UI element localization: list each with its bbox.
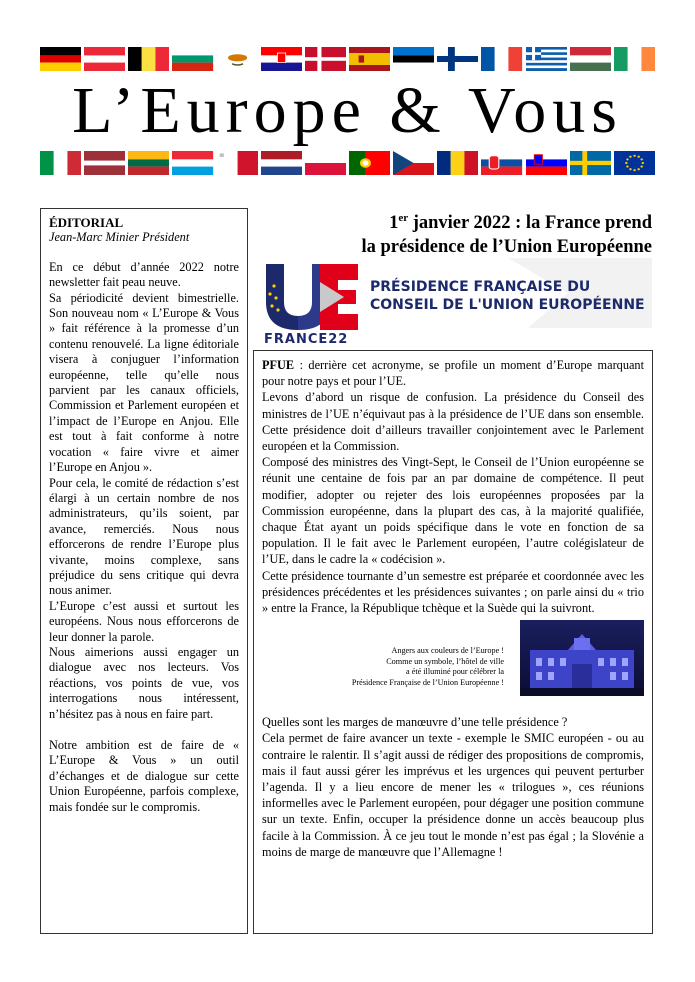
spain-flag [349,47,390,71]
article-lead-rest: : derrière cet acronyme, se profile un moment d’Europe marquant pour notre pays et pour l’UE. [262,358,644,389]
article-paragraph: Cette présidence tournante d’un semestre est préparée et coordonnée avec les présidences précédentes et les présidences suivantes ; on parle ainsi du « trio » entre la France, la République tchèque et la Suède qui la suivront. [262,568,644,616]
malta-flag [217,151,258,175]
editorial-paragraph: Pour cela, le comité de rédaction s’est élargi à un certain nombre de nos administrateurs, qu’ils soient, par avance, remerciés. Nous nous efforcerons de rendre l’Europe plus vivante, moins complexe, sans préjudice du sens critique qui devra nous animer. [49,475,239,598]
flag-row-top [40,47,655,71]
headline-ordinal: 1 [389,213,399,234]
editorial-paragraph: En ce début d’année 2022 notre newsletter fait peau neuve. [49,259,239,290]
luxembourg-flag [172,151,213,175]
headline-ordinal-suffix: er [398,212,409,224]
pfue-logo [258,258,652,350]
poland-flag [305,151,346,175]
photo-caption-line: Comme un symbole, l’hôtel de ville [386,656,504,666]
croatia-flag [261,47,302,71]
article-headline [256,206,652,259]
article-box [253,350,653,934]
austria-flag [84,47,125,71]
editorial-paragraph: Notre ambition est de faire de « L’Europe & Vous » un outil d’échanges et de dialogue sur cette Union Européenne, parfois complexe, mais fondée sur le compromis. [49,738,239,814]
headline-line1: janvier 2022 : la France prend [408,213,652,234]
greece-flag [526,47,567,71]
pfue-logo-line1: PRÉSIDENCE FRANÇAISE DU [370,279,591,295]
denmark-flag [305,47,346,71]
photo-caption [274,646,504,688]
editorial-heading: ÉDITORIAL [49,215,124,230]
masthead-title: L’Europe & Vous [72,74,623,147]
bulgaria-flag [172,47,213,71]
estonia-flag [393,47,434,71]
photo-caption-line: Présidence Française de l’Union Européenne ! [351,677,504,687]
pfue-logo-text [370,278,645,314]
czech-republic-flag [393,151,434,175]
article-paragraph: Quelles sont les marges de manœuvre d’une telle présidence ? [262,715,568,730]
slovakia-flag [481,151,522,175]
editorial-paragraph: Nous aimerions aussi engager un dialogue avec nos lecteurs. Vos réactions, vos points de vue, vos interrogations nous intéressent, n’hésitez pas à nous en faire part. [49,644,239,721]
article-lead [262,357,644,389]
flag-row-bottom [40,151,655,175]
photo-block [262,620,644,702]
headline-line2: la présidence de l’Union Européenne [361,237,652,258]
sweden-flag [570,151,611,175]
editorial-author: Jean-Marc Minier Président [49,230,190,245]
city-hall-photo [520,620,644,696]
romania-flag [437,151,478,175]
editorial-box [40,208,248,934]
germany-flag [40,47,81,71]
city-hall-illustration [520,620,644,696]
cyprus-flag [217,47,258,71]
france-flag [481,47,522,71]
editorial-paragraph: Sa périodicité devient bimestrielle. Son nouveau nom « L’Europe & Vous » fait référence à la promesse d’un contenu renouvelé. La ligne éditoriale visera à conjuguer l’information européenne, telle qu’elle nous parvient par les canaux officiels, Commission et Parlement européen et l’impact de l’Europe en Anjou. Elle est tout à fait conforme à notre vocation « faire vivre et aimer l’Europe en Anjou ». [49,290,239,475]
slovenia-flag [526,151,567,175]
photo-caption-line: Angers aux couleurs de l’Europe ! [391,646,504,656]
ireland-flag [614,47,655,71]
italy-flag [40,151,81,175]
article-lead-label: PFUE [262,358,295,372]
article-paragraph: Cela permet de faire avancer un texte - exemple le SMIC européen - ou au contraire le ralentir. Il s’agit aussi de rédiger des propositions de compromis, mais il faut aussi gérer les imprévus et les urgences qui peuvent perturber l’agenda. Il y a lieu encore de mener les « trilogues », ces réunions informelles avec le Parlement européen, pour dégager une position commune sur un texte. Enfin, occuper la présidence donne un accès beaucoup plus facile à la Commission. À ce jeu tout le monde n’est pas égal ; la Slovénie a moins de marge de manœuvre que l’Allemagne ! [262,731,644,859]
latvia-flag [84,151,125,175]
photo-caption-line: a été illuminé pour célébrer la [406,667,504,677]
finland-flag [437,47,478,71]
article-paragraph: Composé des ministres des Vingt-Sept, le Conseil de l’Union européenne se réunit une centaine de fois par an par domaine de compétence. Il peut modifier, adopter ou rejeter des lois européennes proposées par la Commission européenne, dans la plupart des cas, à la majorité qualifiée, chaque État ayant un poids spécifique dans le vote en fonction de sa population. Il le fait avec le Parlement européen, l’autre colégislateur de l’UE, dans le cadre la « codécision ». [262,455,644,567]
belgium-flag [128,47,169,71]
eu-flag [614,151,655,175]
pfue-logo-sub: FRANCE22 [264,332,349,347]
lithuania-flag [128,151,169,175]
pfue-logo-line2: CONSEIL DE L'UNION EUROPÉENNE [370,297,645,313]
portugal-flag [349,151,390,175]
netherlands-flag [261,151,302,175]
article-paragraph: Levons d’abord un risque de confusion. La présidence du Conseil des ministres de l’UE n’équivaut pas à la présidence de l’UE dans son ensemble. Cette présidence doit d’ailleurs travailler conjointement avec le Parlement européen et la Commission. [262,390,644,454]
hungary-flag [570,47,611,71]
editorial-paragraph: L’Europe c’est aussi et surtout les européens. Nous nous efforcerons de leur donner la parole. [49,598,239,644]
